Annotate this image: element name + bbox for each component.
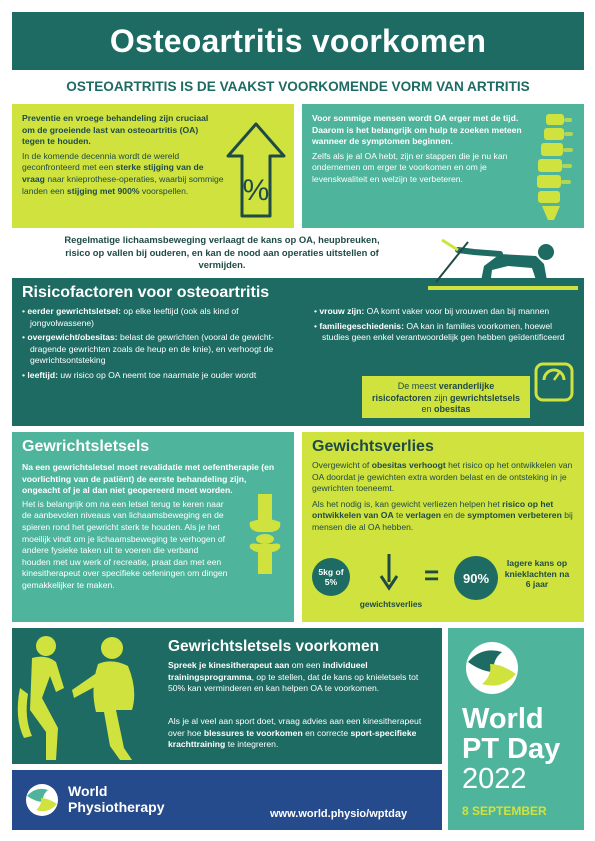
exercise-banner-text: Regelmatige lichaamsbeweging verlaagt de kans op OA, heupbreuken, risico op vallen bij ouderen, en kan de nood aan operaties uitstellen of vermijden. (64, 234, 380, 270)
risk-item: • vrouw zijn: OA komt vaker voor bij vrouwen dan bij mannen (314, 306, 550, 316)
stat-left-circle: 5kg of 5% (312, 558, 350, 596)
intro-left-body: In de komende decennia wordt de wereld geconfronteerd met een sterke stijging van de vraag naar knieprothese-operaties, waarbij sommige landen een stijging met 900% voorspellen. (22, 150, 224, 196)
world-physiotherapy-logo-icon (24, 782, 60, 818)
risk-item: • eerder gewrichtsletsel: op elke leeftijd (ook als kind of jongvolwassene) (22, 306, 239, 328)
percent-up-arrow-icon (224, 120, 288, 220)
weight-loss-panel (302, 432, 584, 622)
footer-org-line1: World (68, 783, 108, 799)
svg-text:%: % (242, 174, 270, 207)
intro-right-body: Zelfs als je al OA hebt, zijn er stappen die je nu kan ondernemen om erger te voorkomen en om je levenskwaliteit en welzijn te verbeteren. (312, 150, 508, 184)
weight-loss-p1: Overgewicht of obesitas verhoogt het risico op het ontwikkelen van OA doordat je gewichten extra worden belast en de ontsteking in je gewrichten toeneemt. (312, 460, 573, 494)
risk-item: • familiegeschiedenis: OA kan in families voorkomen, hoewel studies geen enkel verantwoordelijk gen hebben geïdentificeerd (314, 320, 565, 343)
weight-loss-title: Gewichtsverlies (312, 438, 434, 455)
injury-lead: Na een gewrichtsletsel moet revalidatie met oefentherapie (en voorlichting van de patiënt) de eerste behandeling zijn, ongeacht of je al dan niet geopereerd moet worden. (22, 462, 275, 496)
intro-right-lead: Voor sommige mensen wordt OA erger met de tijd. Daarom is het belangrijk om hulp te zoeken meteen wanneer de symptomen beginnen. (312, 113, 522, 147)
risk-factors-title: Risicofactoren voor osteoartritis (22, 284, 270, 301)
prevent-title: Gewrichtsletsels voorkomen (168, 638, 380, 655)
risk-item: • leeftijd: uw risico op OA neemt toe naarmate je ouder wordt (22, 369, 257, 380)
prevent-injury-panel (12, 628, 442, 764)
footer-org-line2: Physiotherapy (68, 799, 165, 815)
stat-right-caption: lagere kans op knieklachten na 6 jaar (504, 558, 570, 589)
risk-list-right (314, 306, 572, 344)
injury-title: Gewrichtsletsels (22, 438, 150, 455)
intro-left-panel (12, 104, 294, 228)
ptday-line2: PT Day (462, 733, 561, 765)
risk-list-left (22, 306, 304, 382)
risk-callout: De meest veranderlijke risicofactoren zijn gewrichtsletsels en obesitas (362, 376, 530, 418)
ptday-date: 8 SEPTEMBER (462, 804, 547, 818)
spine-icon (528, 112, 578, 222)
knee-joint-icon (240, 494, 290, 574)
prevent-p1: Spreek je kinesitherapeut aan om een individueel trainingsprogramma, op te stellen, dat de kans op knieletsels tot 50% kan verminderen en kan helpen OA te voorkomen. (168, 660, 419, 694)
exercise-figure-icon (428, 232, 578, 292)
ptday-line1: World (462, 703, 544, 735)
page-title: Osteoartritis voorkomen (109, 22, 487, 59)
stat-left-caption: gewichtsverlies (359, 599, 423, 609)
header-banner (12, 12, 584, 70)
injury-panel (12, 432, 294, 622)
world-pt-day-panel (448, 628, 584, 830)
equals-sign: = (424, 560, 440, 590)
prevent-p2: Als je al veel aan sport doet, vraag advies aan een kinesitherapeut over hoe blessures te voorkomen en correcte sport-specifieke krachttraining te integreren. (168, 716, 422, 750)
world-pt-day-logo-icon (462, 638, 522, 698)
page-subtitle: OSTEOARTRITIS IS DE VAAKST VOORKOMENDE VORM VAN ARTRITIS (66, 79, 530, 94)
injury-body: Het is belangrijk om na een letsel terug te keren naar de aanbevolen niveaus van lichaamsbeweging en de spieren rond het gewricht sterk te houden. Als je het moeilijk vindt om je lichaamsbeweging te verhogen of andere fysieke taken uit te voeren die verband houden met uw werk of recreatie, praat dan met een kinesitherapeut over specifieke oefeningen om dingen gemakkelijker te maken. (22, 498, 228, 590)
therapist-patient-icon (12, 628, 162, 764)
footer-url-link[interactable]: www.world.physio/wptday (270, 808, 408, 820)
ptday-year: 2022 (462, 763, 527, 795)
scale-icon (532, 360, 576, 404)
risk-item: • overgewicht/obesitas: belast de gewrichten (vooral de gewicht-dragende gewrichten zoals de heup en de knie), en verhoogt de gewrichtsontsteking (22, 332, 274, 366)
risk-factors-panel (12, 278, 584, 426)
intro-left-lead: Preventie en vroege behandeling zijn cruciaal om de groeiende last van osteoartritis (OA) tegen te houden. (22, 113, 209, 147)
footer-bar (12, 770, 442, 830)
stat-right-circle: 90% (454, 556, 498, 600)
intro-right-panel (302, 104, 584, 228)
down-arrow-icon (378, 552, 400, 592)
weight-loss-p2: Als het nodig is, kan gewicht verliezen helpen het risico op het ontwikkelen van OA te verlagen en de symptomen verbeteren bij mensen die al OA hebben. (312, 498, 573, 532)
